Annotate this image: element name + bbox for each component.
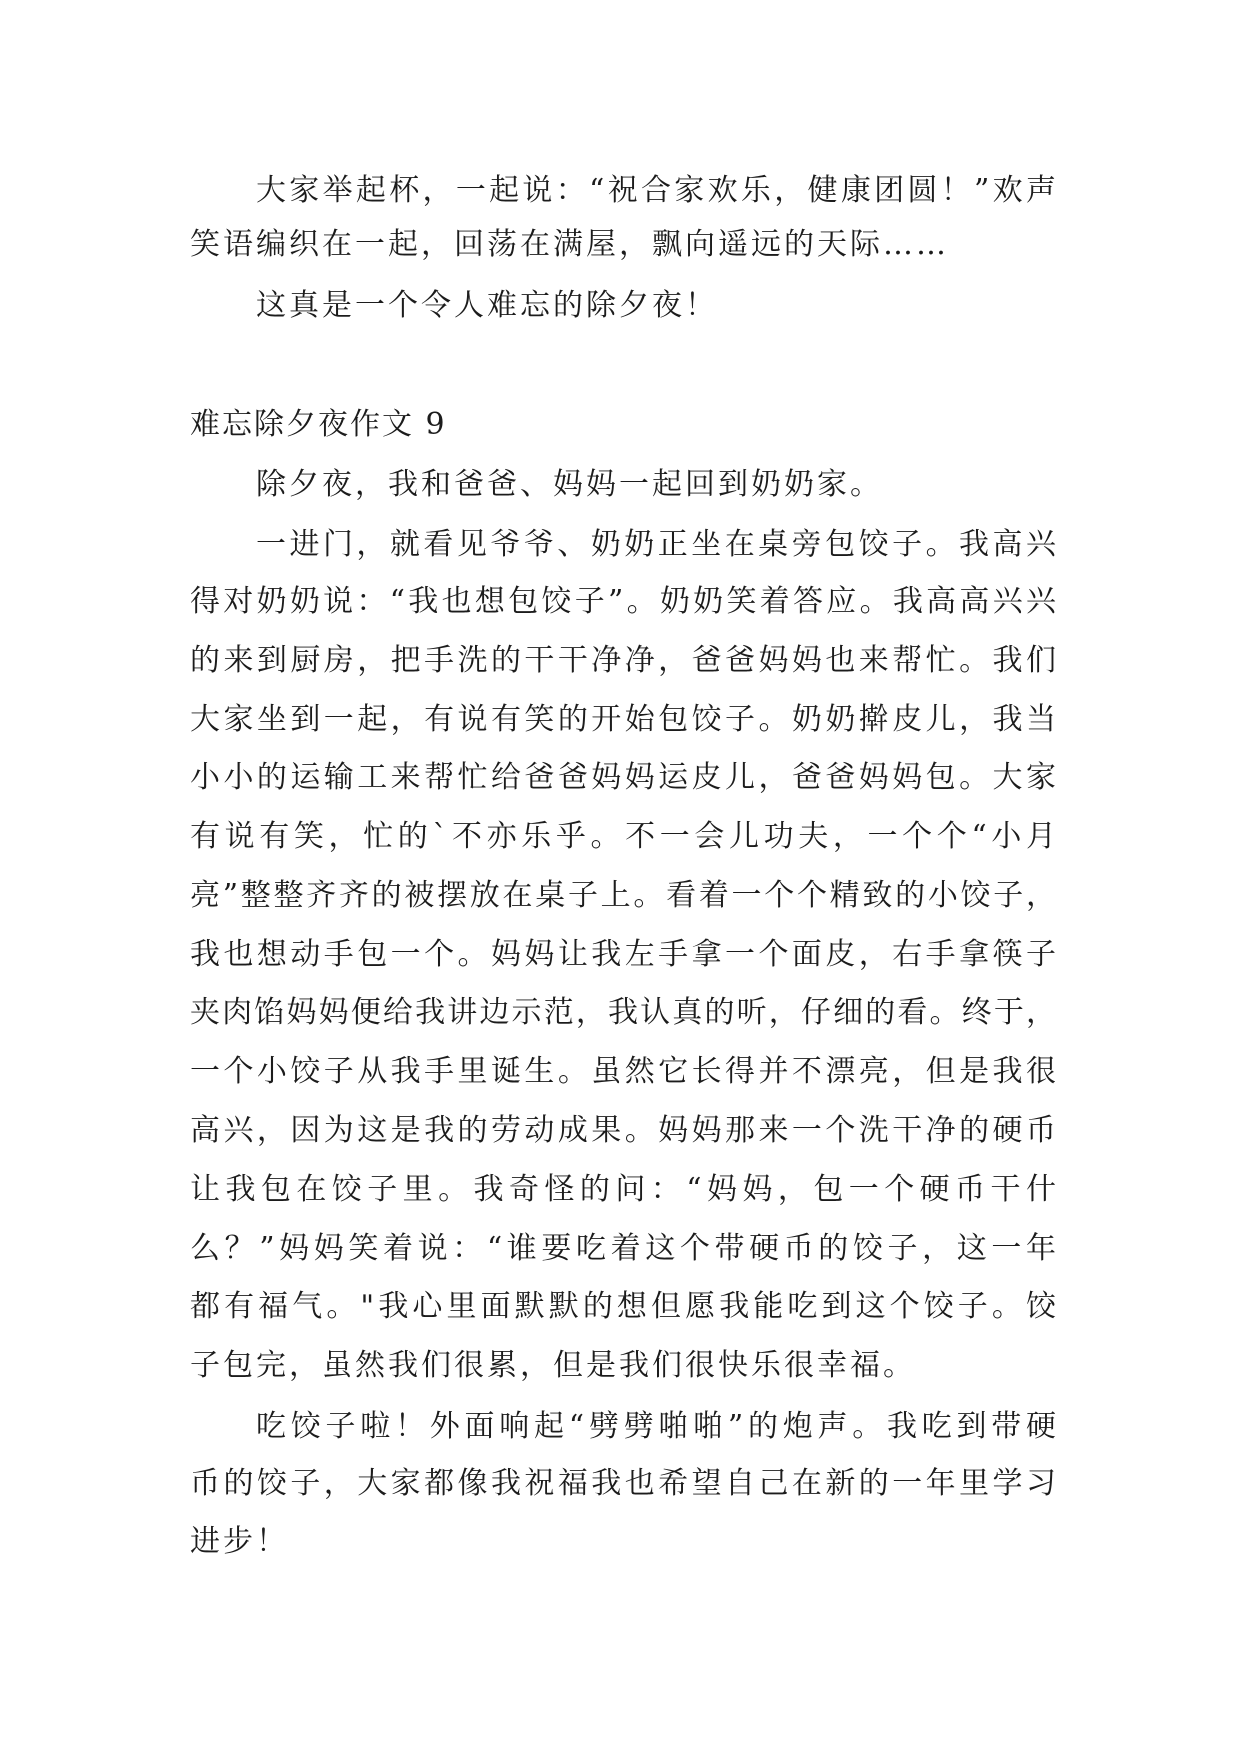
paragraph-line: 有说有笑，忙的`不亦乐乎。不一会儿功夫，一个个“小月 <box>190 819 1056 854</box>
paragraph-line: 让我包在饺子里。我奇怪的问：“妈妈，包一个硬币干什 <box>190 1172 1056 1207</box>
paragraph-line: 我也想动手包一个。妈妈让我左手拿一个面皮，右手拿筷子 <box>190 937 1056 972</box>
paragraph-line: 这真是一个令人难忘的除夕夜！ <box>256 288 718 323</box>
paragraph-line: 都有福气。"我心里面默默的想但愿我能吃到这个饺子。饺 <box>190 1289 1056 1324</box>
paragraph-line: 子包完，虽然我们很累，但是我们很快乐很幸福。 <box>190 1348 916 1383</box>
section-title: 难忘除夕夜作文 9 <box>190 407 447 442</box>
paragraph-line: 么？”妈妈笑着说：“谁要吃着这个带硬币的饺子，这一年 <box>190 1231 1056 1266</box>
paragraph-line: 币的饺子，大家都像我祝福我也希望自己在新的一年里学习 <box>190 1466 1056 1501</box>
paragraph-line: 除夕夜，我和爸爸、妈妈一起回到奶奶家。 <box>256 467 883 502</box>
paragraph-line: 吃饺子啦！外面响起“劈劈啪啪”的炮声。我吃到带硬 <box>256 1409 1056 1444</box>
paragraph-line: 一个小饺子从我手里诞生。虽然它长得并不漂亮，但是我很 <box>190 1054 1056 1089</box>
paragraph-line: 高兴，因为这是我的劳动成果。妈妈那来一个洗干净的硬币 <box>190 1113 1056 1148</box>
paragraph-line: 得对奶奶说：“我也想包饺子”。奶奶笑着答应。我高高兴兴 <box>190 584 1056 619</box>
paragraph-line: 大家举起杯，一起说：“祝合家欢乐，健康团圆！”欢声 <box>256 173 1056 208</box>
paragraph-line: 亮”整整齐齐的被摆放在桌子上。看着一个个精致的小饺子， <box>190 878 1056 913</box>
paragraph-line: 大家坐到一起，有说有笑的开始包饺子。奶奶擀皮儿，我当 <box>190 702 1056 737</box>
paragraph-line: 的来到厨房，把手洗的干干净净，爸爸妈妈也来帮忙。我们 <box>190 643 1056 678</box>
paragraph-line: 笑语编织在一起，回荡在满屋，飘向遥远的天际…… <box>190 227 949 262</box>
paragraph-line: 进步！ <box>190 1524 289 1559</box>
paragraph-line: 一进门，就看见爷爷、奶奶正坐在桌旁包饺子。我高兴 <box>256 527 1056 562</box>
paragraph-line: 夹肉馅妈妈便给我讲边示范，我认真的听，仔细的看。终于， <box>190 995 1056 1030</box>
paragraph-line: 小小的运输工来帮忙给爸爸妈妈运皮儿，爸爸妈妈包。大家 <box>190 760 1056 795</box>
